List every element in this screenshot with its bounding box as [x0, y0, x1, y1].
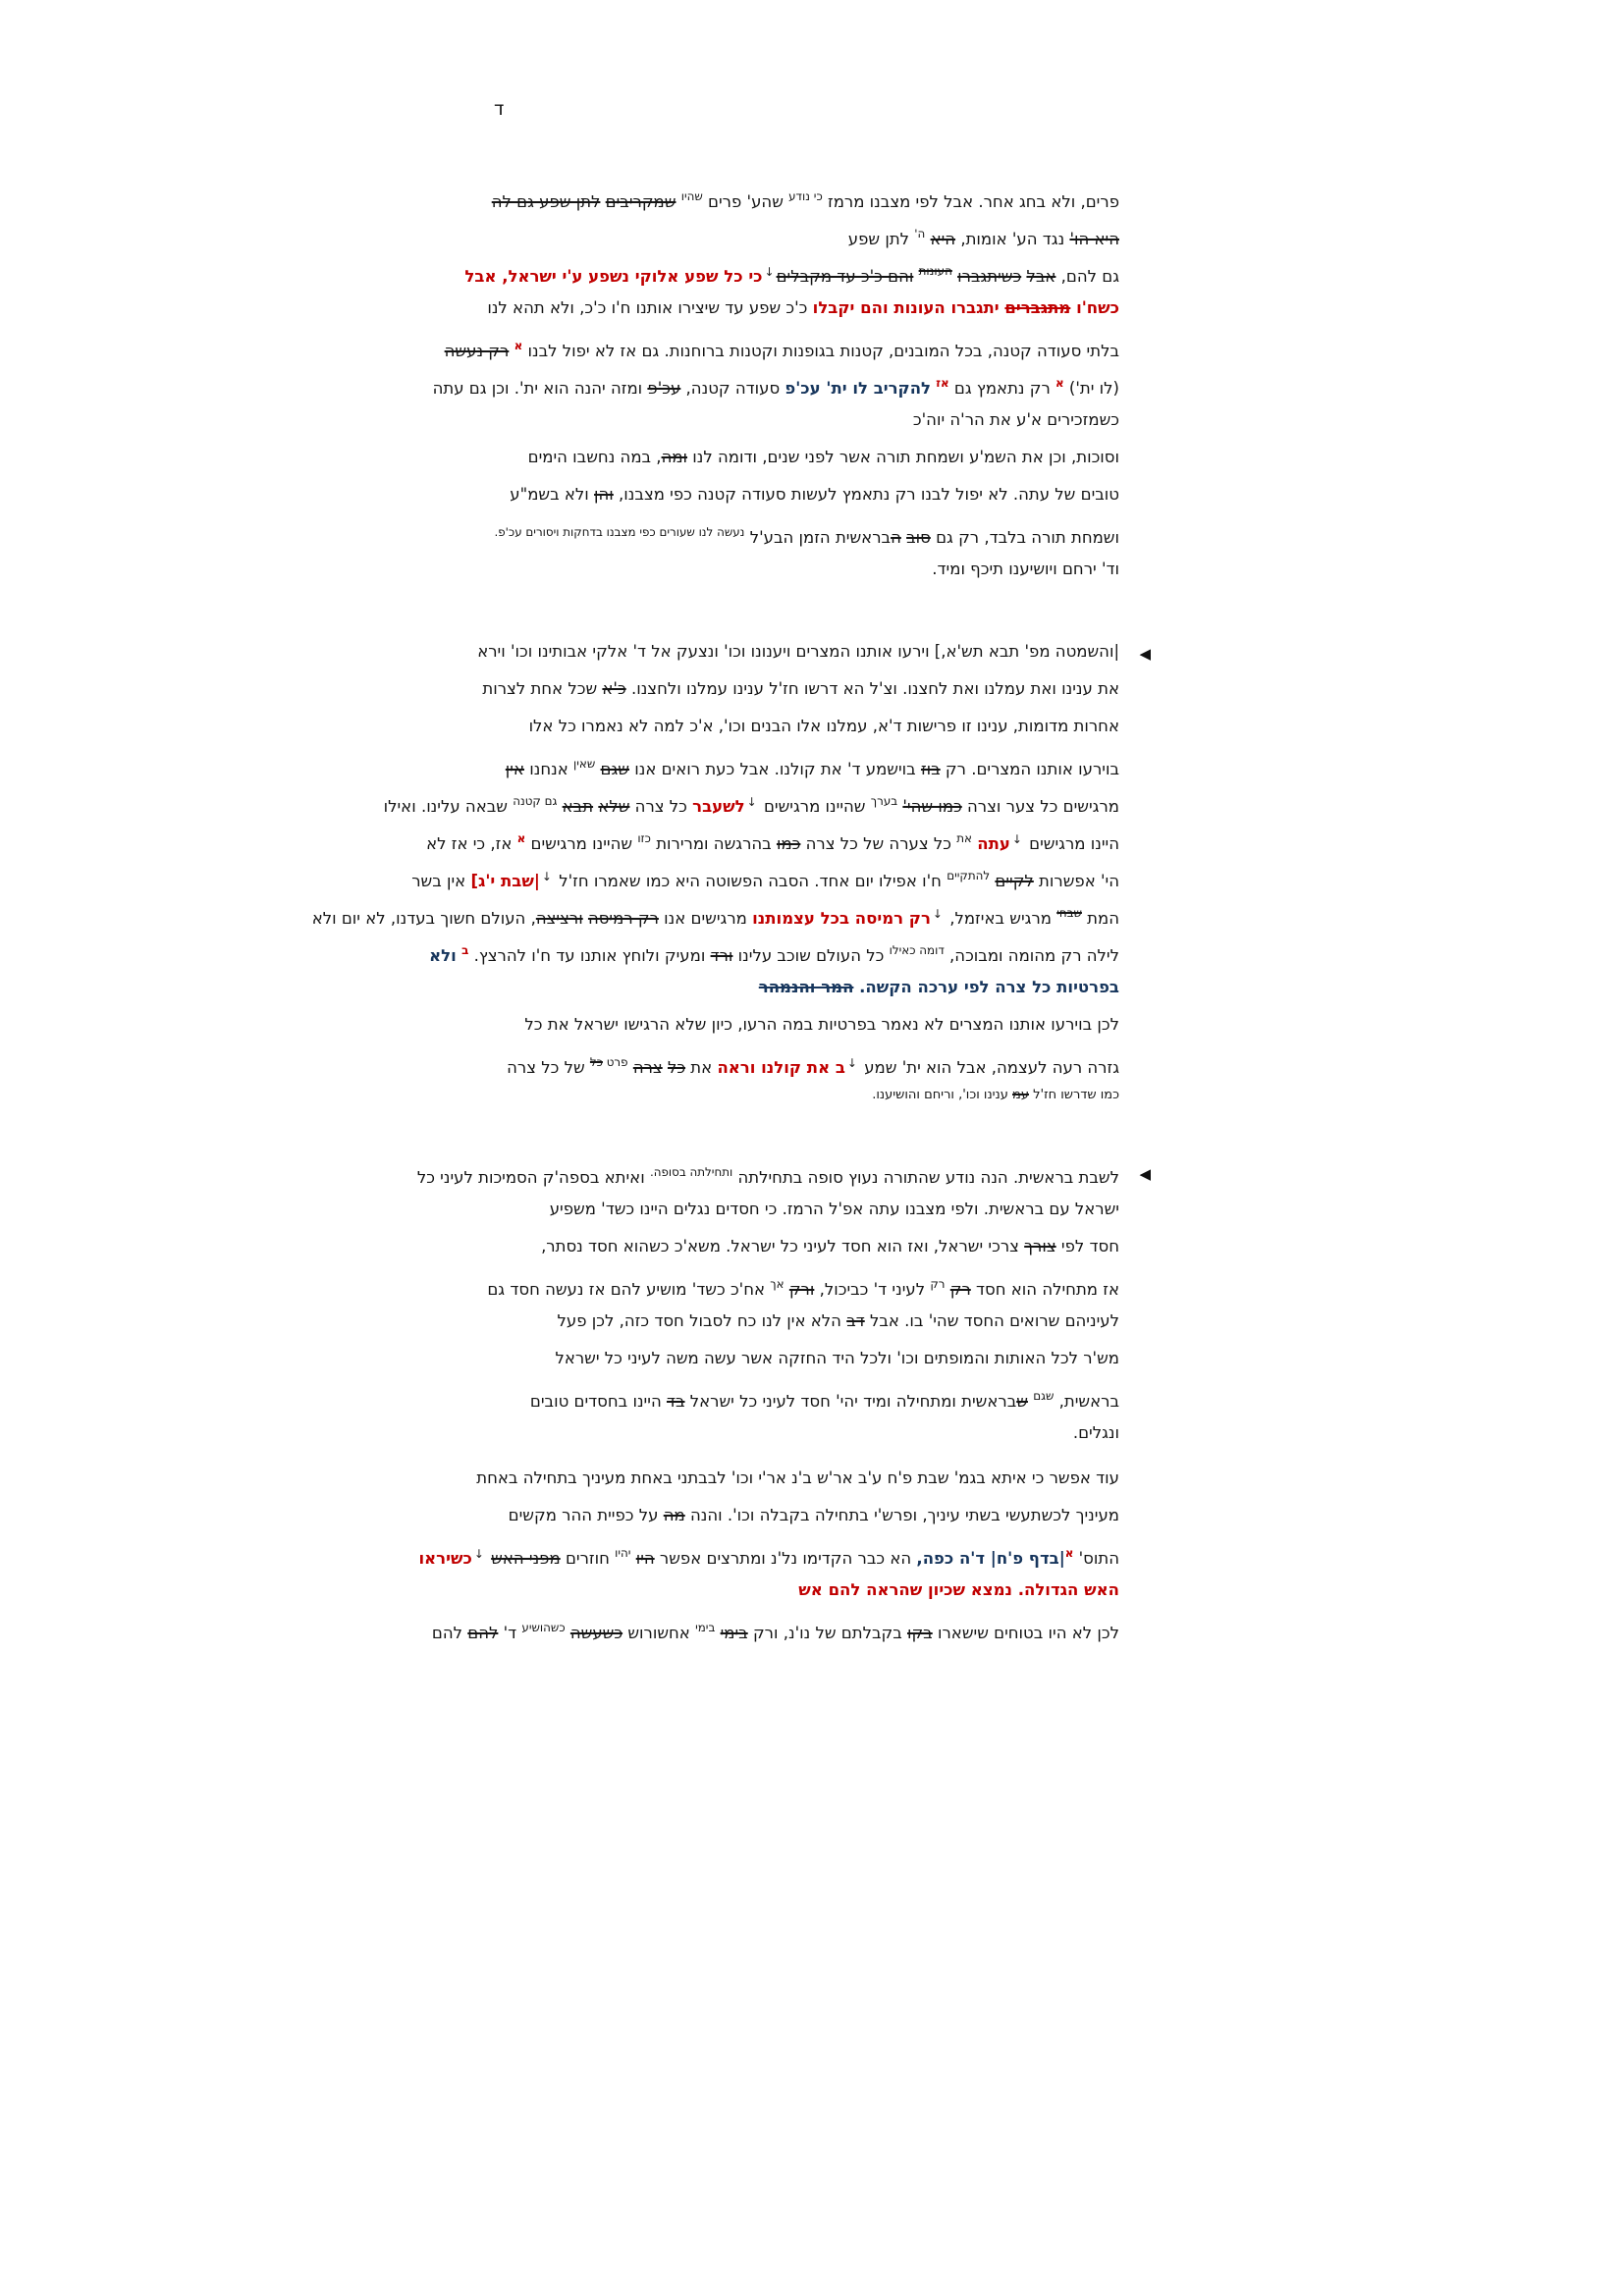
text-line	[425, 1460, 1119, 1497]
deleted-text: היו	[635, 1549, 655, 1568]
text-segment: בהרגשה ומרירות	[650, 834, 777, 853]
deleted-text: כשיתגברו	[957, 267, 1022, 286]
text-line	[425, 252, 1119, 290]
text-segment: בקבלתם של נו'נ, ורק	[747, 1624, 907, 1642]
text-line	[425, 327, 1119, 364]
inserted-text: א	[1055, 376, 1064, 390]
text-segment: את	[685, 1058, 718, 1077]
inserted-text: את	[956, 831, 972, 845]
text-line	[425, 708, 1119, 745]
text-segment: וסוכות, וכן את השמ'ע ושמחת תורה אשר לפני שנים, ודומה לנו	[687, 448, 1119, 466]
text-segment: מרגישים כל צער וצרה	[961, 797, 1119, 816]
deleted-text: ורק	[788, 1280, 815, 1299]
deleted-text: כ'א	[602, 679, 626, 698]
text-segment: כשמזכירים א'ע את הר'ה יוה'כ	[912, 410, 1119, 429]
text-segment: ולא בשמ"ע	[510, 485, 595, 504]
page-number: ד	[494, 98, 505, 120]
inserted-text: א	[1064, 1546, 1074, 1560]
text-segment: בראשית,	[1054, 1392, 1119, 1411]
text-segment: רק רמיסה בכל עצמותנו	[752, 909, 931, 928]
text-segment: המת	[1081, 909, 1119, 928]
text-segment: אח'כ כשד' מושיע להם אז נעשה חסד גם	[487, 1280, 771, 1299]
text-segment: כל צערה של כל צרה	[800, 834, 957, 853]
text-segment: ואיתא בספה'ק הסמיכות לעיני כל	[416, 1168, 650, 1187]
deleted-text: בד	[666, 1392, 685, 1411]
deleted-text: תבא	[562, 797, 594, 816]
inserted-text: פרט	[602, 1055, 628, 1069]
deleted-text: אין	[505, 760, 525, 778]
text-segment: נגד הע' אומות,	[955, 230, 1070, 248]
text-segment: |והשמטה מפ' תבא תש'א,] וירעו אותנו המצרים ויענונו וכו' ונצעק אל ד' אלקי אבותינו וכו' וירא	[477, 642, 1119, 661]
text-line	[411, 857, 1119, 894]
text-segment: אז מתחילה הוא חסד	[970, 1280, 1119, 1299]
insertion-arrow-icon: ↓	[746, 795, 757, 809]
deleted-text: ורציצה	[535, 909, 583, 928]
text-segment: הא כבר הקדימו נל'נ ומתרצים אפשר	[654, 1549, 917, 1568]
deleted-text: רק רמיסה	[587, 909, 659, 928]
text-segment: ח'ו אפילו יום אחד. הסבה הפשוטה היא כמו שאמרו חז'ל	[553, 872, 947, 890]
text-segment: מרגיש באיזמל,	[944, 909, 1057, 928]
text-segment: בלתי סעודה קטנה, בכל המובנים, קטנות בגופנות וקטנות ברוחנות. גם אז לא יפול לבנו	[522, 342, 1119, 360]
text-segment: מש'ר לכל האותות והמופתים וכו' ולכל היד החזקה אשר עשה משה לעיני כל ישראל	[555, 1349, 1119, 1367]
paragraph	[418, 1460, 1119, 1646]
deleted-text: כמו שהי'	[902, 797, 962, 816]
deleted-text: ורד	[710, 946, 733, 965]
text-segment: ענינו וכו', וריחם והושיענו.	[872, 1088, 1013, 1102]
inserted-text: ה'	[914, 227, 926, 240]
deleted-text: לתן שפע גם לה	[491, 192, 601, 211]
deleted-text: לקיים	[995, 872, 1034, 890]
text-line	[425, 1609, 1119, 1646]
inserted-text: א	[516, 831, 526, 845]
text-segment: כשח'ו	[1070, 298, 1119, 317]
text-segment: , במה נחשבו הימים	[527, 448, 662, 466]
text-segment: פרים, ולא בחג אחר. אבל לפי מצבנו מרמז	[822, 192, 1119, 211]
text-segment: לעיני ד' כביכול,	[814, 1280, 931, 1299]
paragraph	[416, 1153, 1151, 1452]
deleted-text: מפני האש	[491, 1549, 561, 1568]
text-segment: עוד אפשר כי איתא בגמ' שבת פ'ח ע'ב אר'ש ב'נ אר'י וכו' לבבתני באחת מעיניך בתחילה באחת	[476, 1468, 1119, 1487]
text-line	[425, 1340, 1119, 1377]
deleted-text: צרה	[632, 1058, 663, 1077]
text-segment: |שבת י'ג]	[470, 872, 540, 890]
text-segment: לשעבר	[692, 797, 745, 816]
text-line	[425, 1228, 1119, 1265]
insertion-arrow-icon: ↓	[932, 907, 943, 921]
insertion-arrow-icon: ↓	[541, 870, 552, 883]
deleted-text: להם	[467, 1624, 499, 1642]
text-line	[425, 1377, 1119, 1415]
insertion-arrow-icon: ↓	[1011, 832, 1022, 846]
text-segment: שהיינו מרגישים	[758, 797, 871, 816]
text-segment: שהיינו מרגישים	[525, 834, 638, 853]
text-segment: שהע' פרים	[702, 192, 789, 211]
text-segment: יתגברו העונות והם יקבלו	[812, 298, 1005, 317]
text-line	[425, 1191, 1119, 1228]
inserted-text: ותחילתה בסופה.	[649, 1165, 733, 1179]
deleted-text: היא	[930, 230, 956, 248]
text-segment: צרכי ישראל, ואז הוא חסד לעיני כל ישראל. משא'כ כשהוא חסד נסתר,	[541, 1237, 1025, 1255]
text-line	[425, 820, 1119, 857]
text-segment: שכל אחת לצרות	[482, 679, 603, 698]
deleted-text: ומה	[661, 448, 688, 466]
text-line	[425, 178, 1119, 215]
text-segment: בוירעו אותנו המצרים. רק	[940, 760, 1119, 778]
inserted-text: נעשה לנו שעורים כפי מצבנו בדחקות ויסורים עכ'פ.	[494, 525, 745, 539]
inserted-text: יהיו	[615, 1546, 631, 1560]
text-line	[425, 1415, 1119, 1452]
text-segment: לעיניהם שרואים החסד שהי' בו. אבל	[864, 1311, 1119, 1330]
deleted-text: רק נעשה	[444, 342, 510, 360]
deleted-text: בקו	[906, 1624, 933, 1642]
paragraph-marker-icon: ◀	[1139, 645, 1151, 663]
text-segment: (לו ית')	[1063, 379, 1119, 398]
inserted-text: אך	[770, 1277, 784, 1291]
text-segment: מרגישים אנו	[658, 909, 753, 928]
inserted-text: כזו	[637, 831, 651, 845]
text-segment: בראשית הזמן הבע'ל	[744, 528, 892, 547]
text-segment: ומזה יהנה הוא ית'. וכן גם עתה	[432, 379, 648, 398]
text-segment: ב	[835, 1058, 845, 1077]
deleted-text: כל	[667, 1058, 686, 1077]
inserted-text: להתקיים	[947, 869, 991, 882]
text-segment: מעיניך לכשתעשי בשתי עיניך, ופרש'י בתחילה בקבלה וכו'. והנה	[684, 1506, 1119, 1524]
deleted-text: שלא	[598, 797, 630, 816]
deleted-text: ה	[891, 528, 901, 547]
deleted-text: כל	[589, 1055, 603, 1069]
deleted-text: ש	[1016, 1392, 1028, 1411]
inserted-text: רק	[930, 1277, 946, 1291]
inserted-text: בימי	[695, 1621, 716, 1634]
text-line	[425, 932, 1119, 969]
deleted-text: שבחי	[1056, 906, 1082, 920]
deleted-text: והן	[594, 485, 614, 504]
deleted-text: סוב	[906, 528, 931, 547]
text-line	[425, 1572, 1119, 1609]
text-segment: הלא אין לנו כח לסבול חסד כזה, לכן פעל	[557, 1311, 847, 1330]
text-segment: של כל צרה	[507, 1058, 590, 1077]
text-segment: להם	[431, 1624, 468, 1642]
text-segment: ד'	[498, 1624, 522, 1642]
insertion-arrow-icon: ↓	[764, 265, 775, 279]
text-segment: ונגלים.	[1072, 1423, 1119, 1442]
deleted-text: מה	[663, 1506, 685, 1524]
text-segment: להקריב לו ית' עכ'פ	[784, 379, 932, 398]
text-segment: ולא	[429, 946, 457, 965]
text-segment: ישראל עם בראשית. ולפי מצבנו עתה אפ'ל הרמז. כי חסדים נגלים היינו כשד' משפיע	[549, 1200, 1119, 1218]
text-segment: כשיראו	[418, 1549, 472, 1568]
text-segment: חסד לפי	[1055, 1237, 1119, 1255]
text-segment: , העולם חשוך בעדנו, לא יום ולא	[311, 909, 536, 928]
text-segment: בוישמע ד' את קולנו. אבל כעת רואים אנו	[628, 760, 921, 778]
deleted-text: רק	[949, 1280, 971, 1299]
text-line	[425, 1303, 1119, 1340]
text-line	[425, 513, 1119, 551]
inserted-text: שגם	[1033, 1389, 1055, 1403]
text-segment: אין בשר	[411, 872, 471, 890]
text-segment: את קולנו וראה	[717, 1058, 836, 1077]
text-segment: האש הגדולה. נמצא שכיון שהראה להם אש	[798, 1580, 1119, 1599]
text-segment: עתה	[977, 834, 1010, 853]
text-line	[425, 476, 1119, 513]
deleted-text: העונות	[918, 264, 952, 278]
insertion-arrow-icon: ↓	[473, 1547, 484, 1561]
inserted-text: כי נודע	[788, 189, 823, 203]
inserted-text: דומה כאילו	[889, 943, 945, 957]
deleted-text: שמקריבים	[605, 192, 676, 211]
text-line	[425, 551, 1119, 588]
text-segment: גזרה רעה לעצמה, אבל הוא ית' שמע	[858, 1058, 1119, 1077]
text-line	[425, 1265, 1119, 1303]
text-segment: הי' אפשרות	[1033, 872, 1119, 890]
deleted-text: כשעשה	[569, 1624, 623, 1642]
inserted-text: ב	[461, 943, 469, 957]
text-segment: התוס'	[1073, 1549, 1119, 1568]
text-line	[425, 633, 1151, 670]
insertion-arrow-icon: ↓	[846, 1056, 857, 1070]
inserted-text: כשהושיע	[521, 1621, 566, 1634]
text-segment: כי כל שפע אלוקי נשפע ע'י ישראל, אבל	[464, 267, 763, 286]
deleted-text: עמ	[1012, 1088, 1029, 1102]
deleted-text: היא הו'	[1069, 230, 1119, 248]
text-segment: סעודה קטנה,	[680, 379, 785, 398]
text-segment: לכן לא היו בטוחים שישארו	[932, 1624, 1119, 1642]
text-line	[425, 364, 1119, 401]
deleted-text: בוז	[920, 760, 941, 778]
text-line	[425, 290, 1119, 327]
text-segment: גם להם,	[1055, 267, 1119, 286]
text-segment: בראשית ומתחילה ומיד יהי' חסד לעיני כל ישראל	[684, 1392, 1017, 1411]
text-line	[425, 1497, 1119, 1534]
text-line	[425, 1006, 1119, 1043]
deleted-text: והם כ'כ עד מקבלים	[776, 267, 914, 286]
text-segment: טובים של עתה. לא יפול לבנו רק נתאמץ לעשות סעודה קטנה כפי מצבנו,	[613, 485, 1119, 504]
text-line	[425, 670, 1119, 708]
text-segment: היינו מרגישים	[1023, 834, 1119, 853]
deleted-text: מתגברים	[1004, 298, 1071, 317]
text-line	[425, 969, 1119, 1006]
text-segment: בפרטיות כל צרה לפי ערכה הקשה.	[853, 978, 1119, 996]
text-segment: ומעיק ולוחץ אותנו עד ח'ו להרצץ.	[468, 946, 711, 965]
paragraph	[425, 178, 1119, 588]
text-segment: לילה רק מהומה ומבוכה,	[944, 946, 1119, 965]
text-segment: אנחנו	[524, 760, 574, 778]
text-line	[418, 1534, 1119, 1572]
inserted-text: גם קטנה	[513, 794, 558, 808]
text-segment: לכן בוירעו אותנו המצרים לא נאמר בפרטיות במה הרעו, כיון שלא הרגישו ישראל את כל	[524, 1015, 1119, 1034]
deleted-text: אבל	[1026, 267, 1056, 286]
text-segment: כמו שדרשו חז'ל	[1029, 1088, 1119, 1102]
text-segment: כל צרה	[629, 797, 693, 816]
text-line	[425, 215, 1119, 252]
text-line	[425, 1081, 1119, 1114]
text-segment: אז, כי אז לא	[426, 834, 517, 853]
paragraph-marker-icon: ◀	[1139, 1165, 1151, 1183]
text-segment: חוזרים	[560, 1549, 616, 1568]
inserted-text: א	[514, 339, 523, 352]
text-segment: וד' ירחם ויושיענו תיכף ומיד.	[932, 560, 1119, 578]
deleted-text: דב	[846, 1311, 865, 1330]
text-segment: רק נתאמץ גם	[948, 379, 1056, 398]
text-segment: |בדף פ'ח| ד'ה כפה,	[916, 1549, 1065, 1568]
text-line	[416, 1153, 1151, 1191]
text-block	[311, 178, 1151, 1646]
text-segment: אחרות מדומות, ענינו זו פרישות ד'א, עמלנו אלו הבנים וכו', א'כ למה לא נאמרו כל אלו	[528, 717, 1119, 735]
inserted-text: שאין	[573, 757, 596, 771]
text-segment: ושמחת תורה בלבד, רק גם	[930, 528, 1119, 547]
text-segment: אחשורוש	[622, 1624, 696, 1642]
text-segment: כ'כ שפע עד שיצירו אותנו ח'ו כ'כ, ולא תהא לנו	[487, 298, 813, 317]
inserted-text: שהיו	[680, 189, 703, 203]
inserted-text: בערך	[870, 794, 898, 808]
text-line	[425, 401, 1119, 439]
inserted-text: אז	[936, 376, 949, 390]
text-segment: שבאה עלינו. ואילו	[383, 797, 514, 816]
deleted-text: המר והנמהר	[758, 978, 854, 996]
deleted-text: בימי	[720, 1624, 748, 1642]
text-segment: היינו בחסדים טובים	[529, 1392, 667, 1411]
text-segment: כל העולם שוכב עלינו	[732, 946, 890, 965]
text-line	[425, 1043, 1119, 1081]
deleted-text: שגם	[600, 760, 629, 778]
text-segment: את ענינו ואת עמלנו ואת לחצנו. וצ'ל הא דרשו חז'ל ענינו עמלנו ולחצנו.	[625, 679, 1119, 698]
text-segment: לתן שפע	[847, 230, 915, 248]
text-segment: לשבת בראשית. הנה נודע שהתורה נעוץ סופה בתחילתה	[732, 1168, 1119, 1187]
deleted-text: עכ'פ	[647, 379, 681, 398]
text-line	[425, 439, 1119, 476]
paragraph	[311, 633, 1151, 1114]
deleted-text: כמו	[776, 834, 801, 853]
text-line	[311, 894, 1119, 932]
deleted-text: צורך	[1024, 1237, 1056, 1255]
text-segment: על כפיית ההר מקשים	[508, 1506, 664, 1524]
text-line	[383, 782, 1119, 820]
text-line	[425, 745, 1119, 782]
